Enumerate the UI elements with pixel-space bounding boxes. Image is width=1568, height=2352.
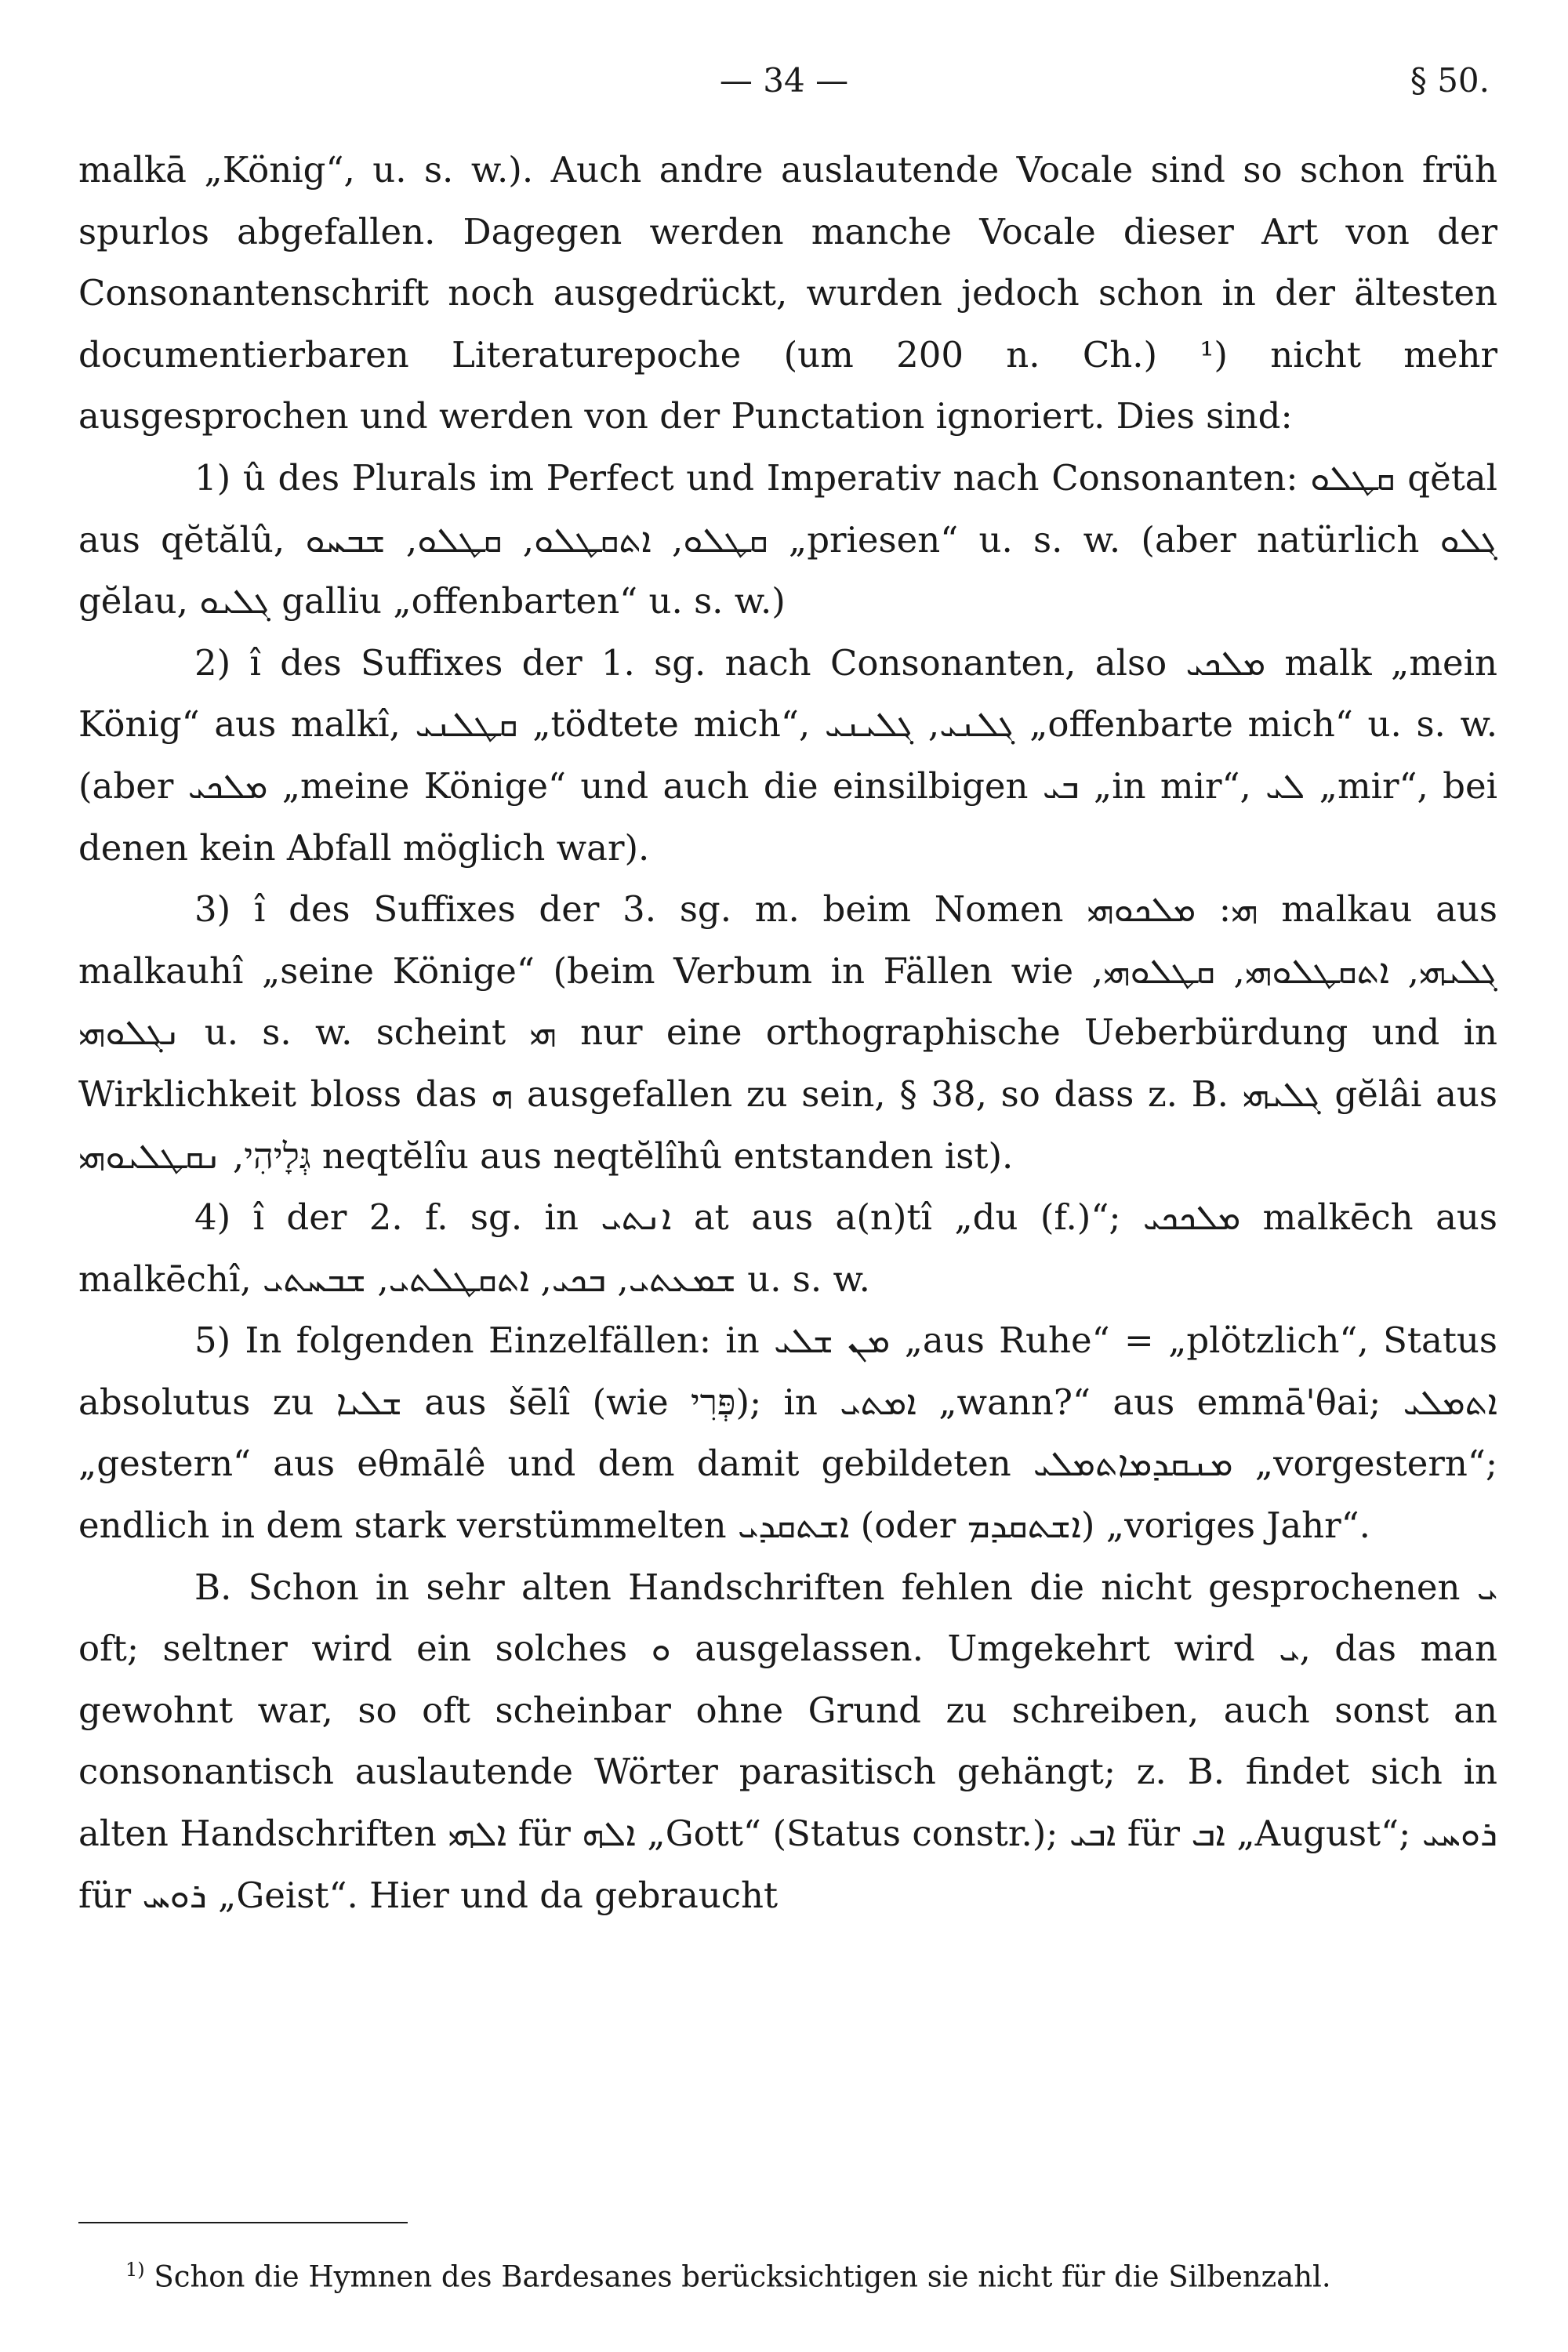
page-header (78, 61, 1490, 116)
paragraph-item-1: 1) û des Plurals im Perfect und Imperativ nach Consonanten: ܩܛܠܘ qĕtal aus qĕtălû, ܩܛܠܘ, ܐܬܩܛܠܘ, ܩܛܠܘ, ܫܒܚܘ „priesen“ u. s. w. (aber natürlich ܓܠܘ gĕlau, ܓܠܝܘ galliu „offenbarten“ u. s. w.) (78, 456, 1497, 622)
footnote-marker: 1) (125, 2259, 145, 2281)
paragraph-item-2: 2) î des Suffixes der 1. sg. nach Consonanten, also ܡܠܟܝ malk „mein König“ aus malkî, ܩܛܠܢܝ „tödtete mich“, ܓܠܢܝ, ܓܠܝܢܝ „offenbarte mich“ u. s. w. (aber ܡܠܟܝ „meine Könige“ und auch die einsilbigen ܒܝ „in mir“, ܠܝ „mir“, bei denen kein Abfall möglich war). (78, 641, 1498, 869)
footnote-text: Schon die Hymnen des Bardesanes berücksichtigen sie nicht für die Silbenzahl. (154, 2259, 1331, 2294)
footnote (125, 2250, 1497, 2296)
paragraph-b: B. Schon in sehr alten Handschriften fehlen die nicht gesprochenen ܝ oft; seltner wird ein solches ܘ ausgelassen. Umgekehrt wird ܝ, das man gewohnt war, so oft scheinbar ohne Grund zu schreiben, auch sonst an consonantisch auslautende Wörter parasitisch gehängt; z. B. findet sich in alten Handschriften ܐܠܗܝ für ܐܠܗ „Gott“ (Status constr.); ܐܒܝ für ܐܒ „August“; ܪܘܚܝ für ܪܘܚ „Geist“. Hier und da gebraucht (78, 1566, 1497, 1916)
section-number: § 50. (1410, 61, 1490, 100)
paragraph-intro: malkā „König“, u. s. w.). Auch andre auslautende Vocale sind so schon früh spurlos abgefallen. Dagegen werden manche Vocale dieser Art von der Consonantenschrift noch ausgedrückt, wurden jedoch schon in der ältesten documentierbaren Literaturepoche (um 200 n. Ch.) ¹) nicht mehr ausgesprochen und werden von der Punctation ignoriert. Dies sind: (78, 149, 1497, 437)
paragraph-item-3: 3) î des Suffixes der 3. sg. m. beim Nomen ܗܝ: ܡܠܟܘܗܝ malkau aus malkauhî „seine Könige“ (beim Verbum in Fällen wie ܓܠܝܗܝ, ܐܬܩܛܠܘܗܝ, ܩܛܠܘܗܝ, ܢܓܠܘܗܝ u. s. w. scheint ܗܝ nur eine orthographische Ueberbürdung und in Wirklichkeit bloss das ܗ ausgefallen zu sein, § 38, so dass z. B. ܓܠܝܗܝ gĕlâi aus גְּלָיהִי, ܢܩܛܠܝܘܗܝ neqtĕlîu aus neqtĕlîhû entstanden ist). (78, 888, 1498, 1177)
body-text (78, 140, 1497, 1926)
footnote-divider (78, 2222, 408, 2223)
paragraph-item-4: 4) î der 2. f. sg. in ܐܢܬܝ at aus a(n)tî „du (f.)“; ܡܠܟܟܝ malkēch aus malkēchî, ܫܡܥܬܝ, ܒܟܝ, ܐܬܩܛܠܬܝ, ܫܒܚܬܝ u. s. w. (78, 1196, 1497, 1300)
page-number: — 34 — (719, 61, 849, 100)
paragraph-item-5: 5) In folgenden Einzelfällen: in ܡܢ ܫܠܝ „aus Ruhe“ = „plötzlich“, Status absolutus zu ܫܠܝܐ aus šēlî (wie פְּרִי); in ܐܡܬܝ „wann?“ aus emmā'θai; ܐܬܡܠܝ „gestern“ aus eθmālê und dem damit gebildeten ܡܢܩܕܡܐܬܡܠܝ „vorgestern“; endlich in dem stark verstümmelten ܐܫܬܩܕܝ (oder ܐܫܬܩܕܡ) „voriges Jahr“. (78, 1319, 1497, 1547)
